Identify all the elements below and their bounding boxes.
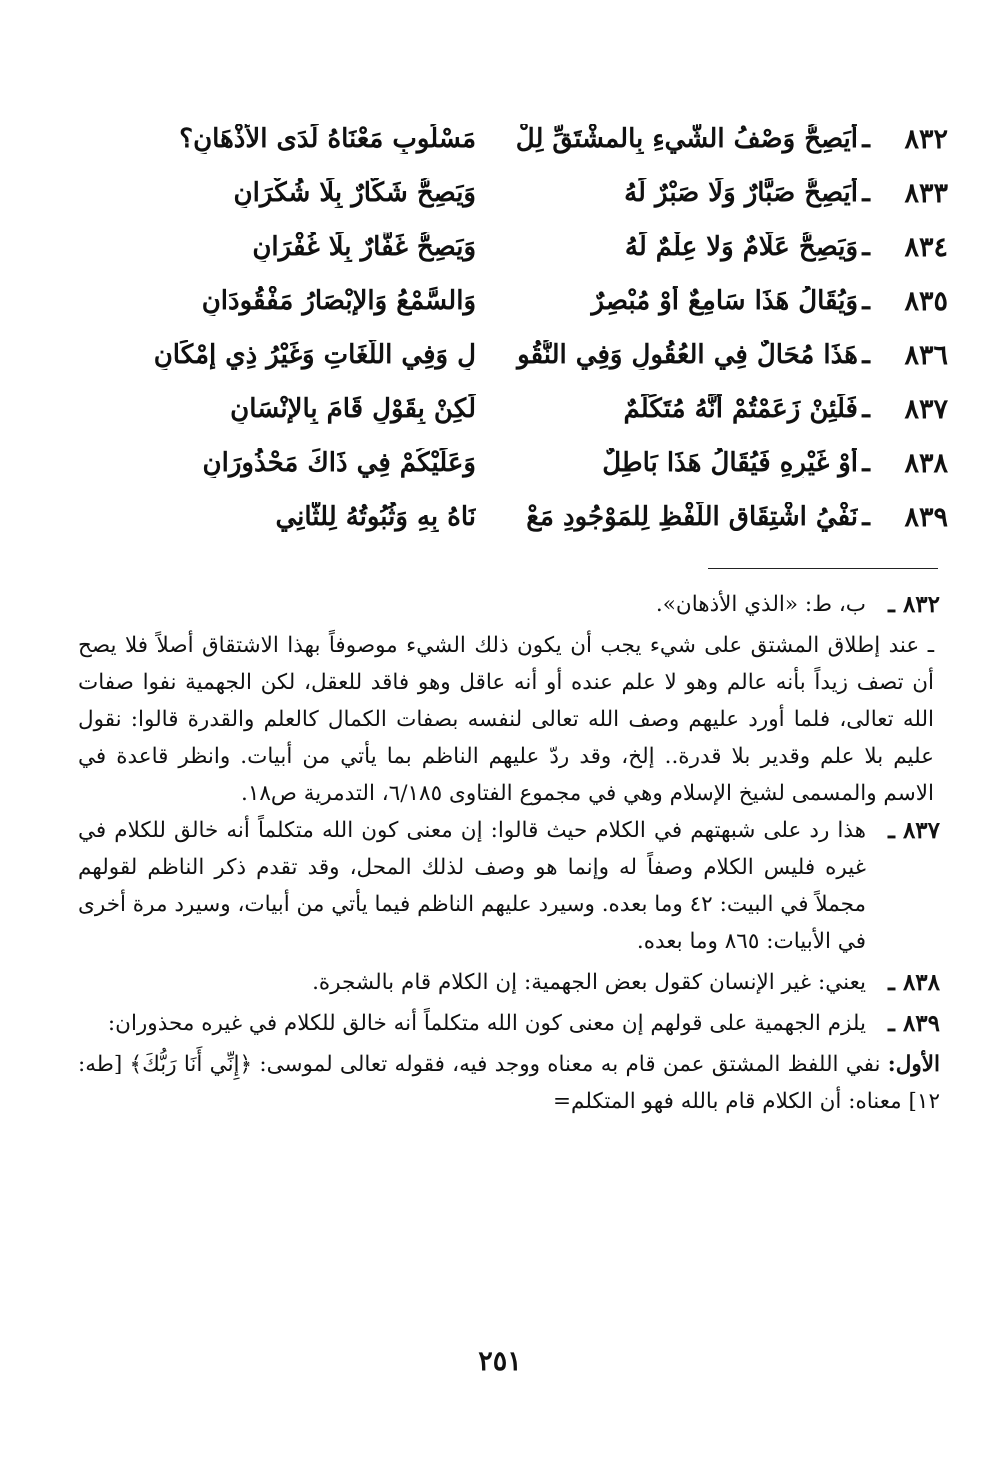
footnote [78, 812, 940, 960]
first-point-label: الأول: [887, 1052, 940, 1077]
footnote-paragraph [78, 1046, 940, 1120]
verse-row [92, 220, 948, 274]
verse-row [92, 490, 948, 544]
verse-number: ٨٣٣ [904, 177, 948, 209]
verse-row [92, 436, 948, 490]
verse-dash: ـ [862, 232, 870, 262]
verse-number: ٨٣٧ [904, 393, 948, 425]
verse-first-hemistich: وَيُقَالُ هَذَا سَامِعٌ أَوْ مُبْصِرٌ [591, 286, 858, 316]
footnote [78, 1005, 940, 1042]
first-point-text: نفي اللفظ المشتق عمن قام به معناه ووجد فيه، فقوله تعالى لموسى: ﴿إِنِّي أَنَا رَبُّكَ﴾ [طه: ١٢] معناه: أن الكلام قام بالله فهو المتكلم= [78, 1052, 940, 1114]
footnote-text: يعني: غير الإنسان كقول بعض الجهمية: إن الكلام قام بالشجرة. [312, 970, 866, 995]
verse-first-hemistich: أَوْ غَيْرِهِ فَيُقَالُ هَذَا بَاطِلٌ [602, 448, 858, 478]
verse-number: ٨٣٩ [904, 501, 948, 533]
footnote-number: ٨٣٩ ـ [888, 1010, 940, 1037]
footnote-number: ٨٣٨ ـ [888, 969, 940, 996]
footnote-text: هذا رد على شبهتهم في الكلام حيث قالوا: إن معنى كون الله متكلماً أنه خالق للكلام في غيره فليس الكلام وصفاً له وإنما هو وصف لذلك المحل، وقد تقدم ذكر الناظم لقولهم مجملاً في البيت: ٤٢ وما بعده. وسيرد عليهم الناظم فيما يأتي من أبيات، وسيرد مرة أخرى في الأبيات: ٨٦٥ وما بعده. [78, 818, 866, 954]
verse-row [92, 328, 948, 382]
verse-second-hemistich: وَيَصِحُّ غَفَّارٌ بِلَا غُفْرَانِ [252, 232, 476, 262]
footnote-number: ٨٣٧ ـ [888, 817, 940, 844]
verse-number: ٨٣٨ [904, 447, 948, 479]
footnote-separator [708, 568, 938, 569]
verse-dash: ـ [862, 502, 870, 532]
verse-second-hemistich: مَسْلُوبِ مَعْنَاهُ لَدَى الأَذْهَانِ؟ [179, 124, 476, 154]
verse-block [92, 112, 948, 544]
verse-dash: ـ [862, 340, 870, 370]
verse-dash: ـ [862, 394, 870, 424]
verse-dash: ـ [862, 286, 870, 316]
verse-row [92, 166, 948, 220]
page-number: ٢٥١ [478, 1346, 522, 1377]
verse-second-hemistich: وَيَصِحُّ شَكَّارٌ بِلَا شُكْرَانِ [233, 178, 476, 208]
verse-row [92, 112, 948, 166]
footnote-paragraph: ـ عند إطلاق المشتق على شيء يجب أن يكون ذلك الشيء موصوفاً بهذا الاشتقاق أصلاً فلا يصح أن تصف زيداً بأنه عالم وهو لا علم عنده أو أنه عاقل وهو فاقد للعقل، لكن الجهمية نفوا صفات الله تعالى، فلما أورد عليهم وصف الله تعالى لنفسه بصفات الكمال كالعلم والقدرة قالوا: نقول عليم بلا علم وقدير بلا قدرة.. إلخ، وقد ردّ عليهم الناظم بما يأتي من أبيات. وانظر قاعدة في الاسم والمسمى لشيخ الإسلام وهي في مجموع الفتاوى ٦/١٨٥، التدمرية ص١٨. [78, 633, 934, 806]
verse-second-hemistich: وَالسَّمْعُ وَالإِبْصَارُ مَفْقُودَانِ [201, 286, 476, 316]
footnote-text: يلزم الجهمية على قولهم إن معنى كون الله متكلماً أنه خالق للكلام في غيره محذوران: [107, 1011, 866, 1036]
verse-first-hemistich: نَفْيُ اشْتِقَاقِ اللَّفْظِ لِلمَوْجُودِ مَعْ [526, 502, 858, 532]
verse-dash: ـ [862, 124, 870, 154]
verse-first-hemistich: أَيَصِحُّ وَصْفُ الشَّيءِ بِالمشْتَقِّ لِلْ [515, 124, 858, 154]
verse-row [92, 274, 948, 328]
footnote-text: ب، ط: «الذي الأذهان». [655, 592, 866, 617]
verse-number: ٨٣٥ [904, 285, 948, 317]
verse-row [92, 382, 948, 436]
footnote [78, 586, 940, 623]
footnote [78, 964, 940, 1001]
verse-first-hemistich: أَيَصِحُّ صَبَّارٌ وَلَا صَبْرٌ لَهُ [624, 178, 858, 208]
verse-first-hemistich: فَلَئِنْ زَعَمْتُمْ أَنَّهُ مُتَكَلِّمٌ [623, 394, 858, 424]
verse-second-hemistich: لَكِنْ بِقَوْلٍ قَامَ بِالإِنْسَانِ [230, 394, 476, 424]
verse-second-hemistich: وَعَلَيْكُمْ فِي ذَاكَ مَحْذُورَانِ [202, 448, 476, 478]
verse-number: ٨٣٦ [904, 339, 948, 371]
verse-second-hemistich: نَاهُ بِهِ وَثُبُوتُهُ لِلثَّانِي [275, 502, 476, 532]
verse-number: ٨٣٢ [904, 123, 948, 155]
verse-number: ٨٣٤ [904, 231, 948, 263]
footnote-number: ٨٣٢ ـ [888, 591, 940, 618]
verse-first-hemistich: وَيَصِحُّ عَلَّامٌ وَلا عِلْمٌ لَهُ [624, 232, 858, 262]
verse-second-hemistich: لِ وَفِي اللُّغَاتِ وَغَيْرُ ذِي إِمْكَانِ [153, 340, 476, 370]
verse-dash: ـ [862, 448, 870, 478]
footnotes-block [78, 586, 940, 1120]
verse-dash: ـ [862, 178, 870, 208]
verse-first-hemistich: هَذَا مُحَالٌ فِي العُقُولِ وَفِي النُّقُو [517, 340, 858, 370]
